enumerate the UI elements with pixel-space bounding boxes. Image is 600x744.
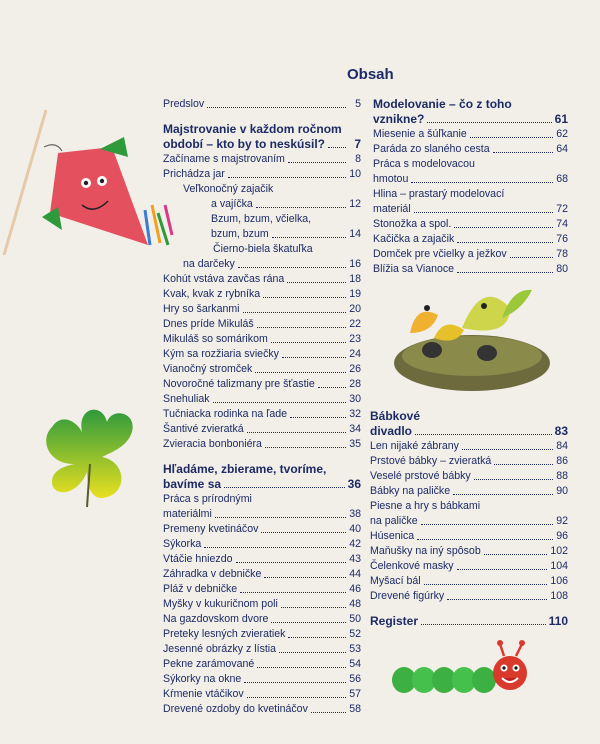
toc-entry-title: Preteky lesných zvieratiek (163, 628, 286, 640)
toc-page-number: 61 (554, 112, 568, 126)
toc-entry[interactable] (370, 529, 568, 544)
toc-entry-title: na darčeky (183, 258, 235, 270)
toc-entry-title: Prstové bábky – zvieratká (370, 455, 492, 467)
toc-section-heading[interactable] (163, 137, 361, 152)
toc-page-number: 28 (349, 378, 361, 390)
toc-entry[interactable] (373, 247, 568, 262)
dot-leader (288, 637, 346, 638)
toc-spacer (163, 452, 361, 462)
toc-entry-title: hmotou (373, 173, 409, 185)
toc-page-number: 52 (349, 628, 361, 640)
dot-leader (240, 592, 346, 593)
dot-leader (247, 432, 346, 433)
toc-entry[interactable] (163, 377, 361, 392)
toc-section-heading (163, 122, 361, 137)
dot-leader (271, 342, 346, 343)
toc-page-number: 42 (349, 538, 361, 550)
toc-entry-title: Pláž v debničke (163, 583, 238, 595)
toc-entry-title: Register (370, 614, 419, 628)
toc-entry-title: Kým sa rozžiaria sviečky (163, 348, 279, 360)
toc-entry[interactable] (373, 127, 568, 142)
caterpillar-illustration (392, 638, 537, 700)
toc-entry-title: Dnes príde Mikuláš (163, 318, 254, 330)
toc-entry-title: Blížia sa Vianoce (373, 263, 455, 275)
toc-entry[interactable] (163, 257, 361, 272)
toc-page-number: 24 (349, 348, 361, 360)
dot-leader (282, 357, 346, 358)
toc-entry-title: Kačička a zajačik (373, 233, 455, 245)
toc-entry (373, 187, 568, 202)
toc-page-number: 86 (556, 455, 568, 467)
dot-leader (287, 282, 346, 283)
dot-leader (207, 107, 346, 108)
toc-entry-title: Jesenné obrázky z lístia (163, 643, 277, 655)
dot-leader (417, 539, 553, 540)
toc-page-number: 35 (349, 438, 361, 450)
dot-leader (457, 569, 548, 570)
toc-entry (373, 157, 568, 172)
toc-entry-title: Kŕmenie vtáčikov (163, 688, 244, 700)
leaf-illustration (32, 402, 142, 512)
toc-entry-title: Bábky na paličke (370, 485, 451, 497)
dot-leader (247, 697, 346, 698)
toc-entry-title: na paličke (370, 515, 418, 527)
toc-page-number: 40 (349, 523, 361, 535)
dot-leader (454, 227, 553, 228)
toc-entry-title: materiál (373, 203, 411, 215)
toc-entry-title: Na gazdovskom dvore (163, 613, 269, 625)
toc-page-number: 106 (550, 575, 568, 587)
toc-entry[interactable] (163, 552, 361, 567)
toc-entry-title: Veľkonočný zajačik (183, 183, 274, 195)
dot-leader (457, 272, 553, 273)
dot-leader (493, 152, 553, 153)
dot-leader (288, 162, 346, 163)
toc-page-number: 78 (556, 248, 568, 260)
toc-entry[interactable] (163, 317, 361, 332)
dot-leader (279, 652, 346, 653)
dot-leader (263, 297, 346, 298)
toc-page-number: 7 (354, 137, 361, 151)
toc-entry[interactable] (163, 167, 361, 182)
toc-page-number: 50 (349, 613, 361, 625)
toc-page-number: 56 (349, 673, 361, 685)
caterpillar-head (493, 656, 527, 690)
toc-entry (370, 499, 568, 514)
toc-entry (163, 212, 361, 227)
dot-leader (243, 312, 346, 313)
toc-page-number: 16 (349, 258, 361, 270)
toc-entry[interactable] (163, 437, 361, 452)
dot-leader (453, 494, 553, 495)
toc-entry-title: Drevené figúrky (370, 590, 445, 602)
toc-entry-title: Myšací bál (370, 575, 421, 587)
toc-entry-title: Veselé prstové bábky (370, 470, 471, 482)
toc-entry[interactable] (373, 262, 568, 277)
toc-page-number: 62 (556, 128, 568, 140)
toc-entry-title: Vtáčie hniezdo (163, 553, 233, 565)
toc-section-heading[interactable] (370, 614, 568, 629)
toc-entry[interactable] (370, 559, 568, 574)
toc-page-number: 30 (349, 393, 361, 405)
toc-page-number: 88 (556, 470, 568, 482)
toc-entry[interactable] (163, 537, 361, 552)
toc-entry[interactable] (163, 582, 361, 597)
toc-page-number: 44 (349, 568, 361, 580)
toc-entry-title: Práca s modelovacou (373, 158, 475, 170)
dot-leader (447, 599, 547, 600)
toc-entry[interactable] (163, 302, 361, 317)
toc-entry-title: Prichádza jar (163, 168, 225, 180)
toc-entry[interactable] (163, 407, 361, 422)
dot-leader (238, 267, 346, 268)
dot-leader (244, 682, 346, 683)
toc-page-number: 43 (349, 553, 361, 565)
toc-entry-title: Čelenkové masky (370, 560, 454, 572)
dot-leader (257, 667, 346, 668)
dot-leader (272, 237, 346, 238)
toc-spacer (370, 604, 568, 614)
dot-leader (236, 562, 347, 563)
toc-entry[interactable] (163, 332, 361, 347)
toc-page-number: 92 (556, 515, 568, 527)
dot-leader (427, 122, 551, 123)
toc-page-number: 76 (556, 233, 568, 245)
kite-stick (4, 110, 46, 255)
toc-entry-title: Stonožka a spol. (373, 218, 452, 230)
toc-entry-title: Šantivé zvieratká (163, 423, 244, 435)
toc-entry-title: Mikuláš so somárikom (163, 333, 268, 345)
toc-entry-title: Piesne a hry s bábkami (370, 500, 481, 512)
dot-leader (264, 577, 346, 578)
dot-leader (224, 487, 345, 488)
toc-entry-title: Novoročné talizmany pre šťastie (163, 378, 315, 390)
toc-page-number: 5 (355, 98, 361, 110)
toc-page-number: 26 (349, 363, 361, 375)
toc-entry-title: Tučniacka rodinka na ľade (163, 408, 288, 420)
dot-leader (462, 449, 553, 450)
toc-page-number: 72 (556, 203, 568, 215)
toc-entry[interactable] (163, 422, 361, 437)
toc-page-number: 10 (349, 168, 361, 180)
toc-entry[interactable] (163, 227, 361, 242)
toc-section-heading[interactable] (373, 112, 568, 127)
toc-page-number: 32 (349, 408, 361, 420)
dot-leader (228, 177, 346, 178)
toc-entry[interactable] (373, 232, 568, 247)
toc-entry-title: Domček pre včielky a ježkov (373, 248, 507, 260)
toc-page-number: 8 (355, 153, 361, 165)
toc-entry (163, 492, 361, 507)
toc-entry[interactable] (163, 567, 361, 582)
toc-entry[interactable] (163, 702, 361, 717)
toc-entry-title: vznikne? (373, 112, 425, 126)
dot-leader (494, 464, 553, 465)
toc-page-number: 19 (349, 288, 361, 300)
toc-page-number: 74 (556, 218, 568, 230)
toc-page-number: 84 (556, 440, 568, 452)
toc-entry-title: Práca s prírodnými (163, 493, 252, 505)
dot-leader (411, 182, 553, 183)
toc-entry[interactable] (163, 597, 361, 612)
dot-leader (415, 434, 552, 435)
kite-illustration (0, 105, 175, 255)
dot-leader (290, 417, 346, 418)
toc-page-number: 23 (349, 333, 361, 345)
toc-entry-title: Bzum, bzum, včielka, (211, 213, 312, 225)
toc-page-number: 104 (550, 560, 568, 572)
toc-page-number: 58 (349, 703, 361, 715)
toc-section-heading[interactable] (163, 477, 361, 492)
toc-entry-title: Len nijaké zábrany (370, 440, 459, 452)
toc-entry-title: Snehuliak (163, 393, 210, 405)
dot-leader (281, 607, 346, 608)
toc-page-number: 22 (349, 318, 361, 330)
dot-leader (256, 207, 346, 208)
toc-entry[interactable] (163, 657, 361, 672)
toc-page-number: 38 (349, 508, 361, 520)
dot-leader (204, 547, 346, 548)
dot-leader (261, 532, 346, 533)
toc-page-number: 18 (349, 273, 361, 285)
toc-column-right-top (373, 97, 568, 277)
toc-page-number: 54 (349, 658, 361, 670)
dot-leader (484, 554, 548, 555)
dot-leader (474, 479, 553, 480)
toc-entry-title: Sýkorka (163, 538, 202, 550)
toc-entry-title: Myšky v kukuričnom poli (163, 598, 278, 610)
toc-entry[interactable] (163, 522, 361, 537)
toc-page-number: 68 (556, 173, 568, 185)
toc-entry[interactable] (163, 287, 361, 302)
toc-entry-title: Maňušky na iný spôsob (370, 545, 481, 557)
toc-entry-title: Majstrovanie v každom ročnom (163, 122, 342, 136)
dot-leader (257, 327, 346, 328)
toc-section-heading (373, 97, 568, 112)
toc-entry[interactable] (370, 484, 568, 499)
toc-column-left (163, 97, 361, 717)
toc-page-number: 20 (349, 303, 361, 315)
toc-entry[interactable] (370, 514, 568, 529)
kite-body (50, 147, 148, 245)
toc-page-number: 83 (554, 424, 568, 438)
toc-page-number: 14 (349, 228, 361, 240)
toc-entry-title: Čierno-biela škatuľka (213, 243, 313, 255)
toc-section-heading (163, 462, 361, 477)
toc-entry-title: Miesenie a šúľkanie (373, 128, 467, 140)
toc-entry[interactable] (163, 612, 361, 627)
toc-entry (163, 242, 361, 257)
toc-entry[interactable] (163, 642, 361, 657)
dot-leader (421, 624, 546, 625)
toc-page-number: 12 (349, 198, 361, 210)
dot-leader (414, 212, 553, 213)
toc-entry[interactable] (373, 217, 568, 232)
toc-entry-title: Premeny kvetináčov (163, 523, 259, 535)
toc-entry-title: Predslov (163, 98, 205, 110)
toc-section-heading[interactable] (370, 424, 568, 439)
toc-entry[interactable] (370, 454, 568, 469)
toc-page-number: 64 (556, 143, 568, 155)
toc-entry-title: Modelovanie – čo z toho (373, 97, 512, 111)
toc-column-right-bottom (370, 409, 568, 629)
toc-page-number: 57 (349, 688, 361, 700)
dot-leader (215, 517, 346, 518)
toc-entry-title: Začíname s majstrovaním (163, 153, 285, 165)
toc-page-number: 36 (347, 477, 361, 491)
toc-entry-title: Paráda zo slaného cesta (373, 143, 490, 155)
toc-entry[interactable] (370, 469, 568, 484)
toc-entry[interactable] (163, 272, 361, 287)
toc-entry-title: Hľadáme, zbierame, tvoríme, (163, 462, 327, 476)
toc-entry[interactable] (370, 439, 568, 454)
toc-page-number: 48 (349, 598, 361, 610)
toc-entry[interactable] (373, 142, 568, 157)
toc-page-number: 34 (349, 423, 361, 435)
toc-spacer (163, 112, 361, 122)
toc-entry[interactable] (163, 627, 361, 642)
toc-entry[interactable] (163, 507, 361, 522)
toc-entry[interactable] (163, 197, 361, 212)
dot-leader (318, 387, 346, 388)
toc-entry-title: Kvak, kvak z rybníka (163, 288, 261, 300)
toc-entry-title: Záhradka v debničke (163, 568, 262, 580)
dot-leader (421, 524, 553, 525)
toc-entry[interactable] (163, 152, 361, 167)
dot-leader (510, 257, 553, 258)
toc-entry-title: a vajíčka (211, 198, 253, 210)
toc-page-number: 102 (550, 545, 568, 557)
toc-page-number: 80 (556, 263, 568, 275)
dot-leader (265, 447, 346, 448)
toc-entry-title: Hry so šarkanmi (163, 303, 240, 315)
toc-entry-title: bavíme sa (163, 477, 222, 491)
dot-leader (255, 372, 346, 373)
dot-leader (311, 712, 346, 713)
dot-leader (328, 147, 346, 148)
toc-entry[interactable] (163, 97, 361, 112)
toc-entry-title: bzum, bzum (211, 228, 269, 240)
toc-page-number: 90 (556, 485, 568, 497)
toc-entry-title: Húsenica (370, 530, 415, 542)
toc-entry-title: divadlo (370, 424, 413, 438)
toc-page-number: 53 (349, 643, 361, 655)
toc-section-heading (370, 409, 568, 424)
dot-leader (470, 137, 553, 138)
toc-entry[interactable] (373, 202, 568, 217)
toc-page-number: 96 (556, 530, 568, 542)
toc-page-number: 110 (548, 614, 568, 628)
toc-entry[interactable] (163, 687, 361, 702)
nest-illustration (392, 288, 552, 398)
toc-entry-title: Sýkorky na okne (163, 673, 242, 685)
dot-leader (213, 402, 346, 403)
dot-leader (424, 584, 548, 585)
toc-entry (163, 182, 361, 197)
toc-entry-title: Hlina – prastarý modelovací (373, 188, 505, 200)
toc-entry[interactable] (370, 544, 568, 559)
toc-entry-title: Vianočný stromček (163, 363, 253, 375)
toc-entry[interactable] (370, 589, 568, 604)
toc-page-number: 46 (349, 583, 361, 595)
toc-entry-title: materiálmi (163, 508, 212, 520)
page-title: Obsah (347, 66, 394, 83)
toc-entry[interactable] (370, 574, 568, 589)
toc-entry[interactable] (373, 172, 568, 187)
dot-leader (457, 242, 553, 243)
toc-entry-title: Kohút vstáva zavčas rána (163, 273, 285, 285)
toc-entry-title: Bábkové (370, 409, 421, 423)
dot-leader (271, 622, 346, 623)
toc-entry[interactable] (163, 347, 361, 362)
toc-entry-title: Zvieracia bonboniéra (163, 438, 262, 450)
toc-entry-title: Pekne zarámované (163, 658, 255, 670)
toc-entry[interactable] (163, 672, 361, 687)
toc-page-number: 108 (550, 590, 568, 602)
toc-entry[interactable] (163, 392, 361, 407)
toc-entry[interactable] (163, 362, 361, 377)
toc-entry-title: období – kto by to neskúsil? (163, 137, 326, 151)
toc-entry-title: Drevené ozdoby do kvetináčov (163, 703, 308, 715)
